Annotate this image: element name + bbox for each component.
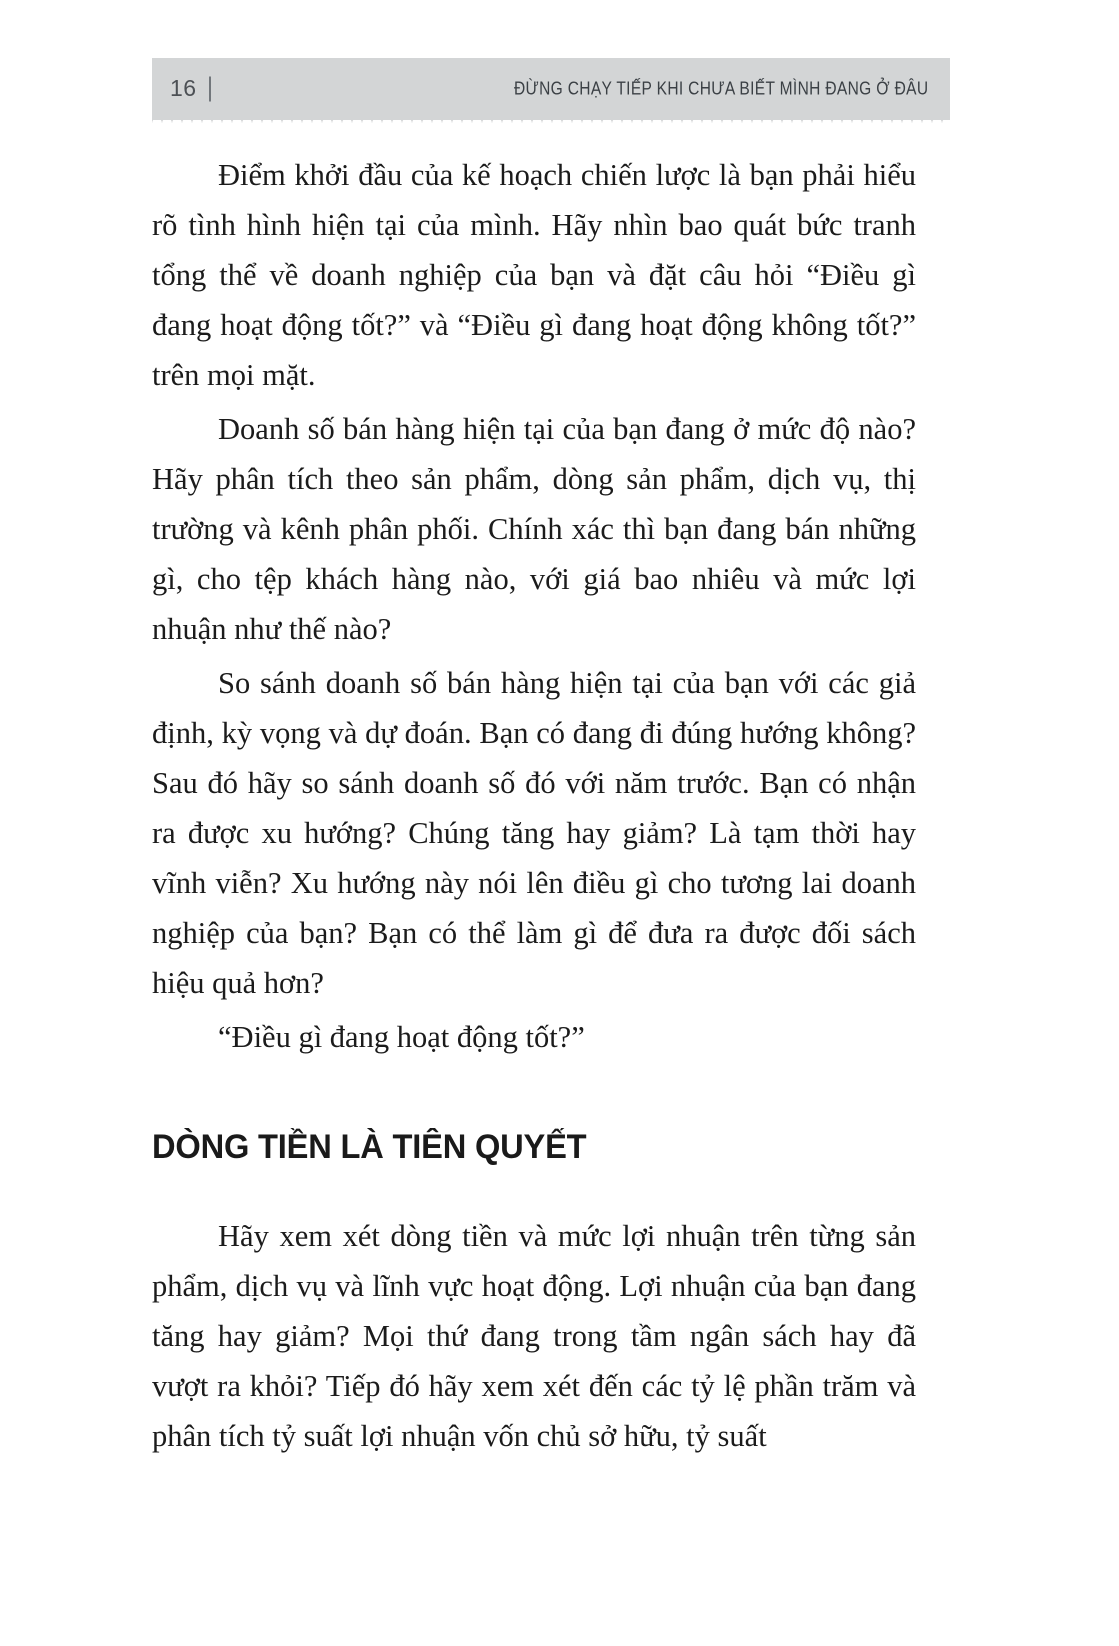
heading-bottom-spacer xyxy=(152,1167,916,1211)
heading-top-spacer xyxy=(152,1062,916,1128)
running-header-title: ĐỪNG CHẠY TIẾP KHI CHƯA BIẾT MÌNH ĐANG Ở ĐÂU xyxy=(513,77,928,99)
paragraph-2: Doanh số bán hàng hiện tại của bạn đang ở mức độ nào? Hãy phân tích theo sản phẩm, dòng sản phẩm, dịch vụ, thị trường và kênh phân phối. Chính xác thì bạn đang bán những gì, cho tệp khách hàng nào, với giá bao nhiêu và mức lợi nhuận như thế nào? xyxy=(152,412,916,646)
section-heading: DÒNG TIỀN LÀ TIÊN QUYẾT xyxy=(152,1128,587,1166)
quote-line: “Điều gì đang hoạt động tốt?” xyxy=(218,1020,585,1054)
page-number-divider xyxy=(209,77,211,102)
header-scalloped-edge xyxy=(152,113,950,123)
page-number: 16 xyxy=(170,74,197,101)
running-header-inner xyxy=(152,58,950,120)
paragraph-1: Điểm khởi đầu của kế hoạch chiến lược là bạn phải hiểu rõ tình hình hiện tại của mình. Hãy nhìn bao quát bức tranh tổng thể về doanh nghiệp của bạn và đặt câu hỏi “Điều gì đang hoạt động tốt?” và “Điều gì đang hoạt động không tốt?” trên mọi mặt. xyxy=(152,158,916,392)
page-content xyxy=(152,150,916,1461)
paragraph-4: Hãy xem xét dòng tiền và mức lợi nhuận trên từng sản phẩm, dịch vụ và lĩnh vực hoạt động. Lợi nhuận của bạn đang tăng hay giảm? Mọi thứ đang trong tầm ngân sách hay đã vượt ra khỏi? Tiếp đó hãy xem xét đến các tỷ lệ phần trăm và phân tích tỷ suất lợi nhuận vốn chủ sở hữu, tỷ suất xyxy=(152,1219,916,1453)
paragraph-3: So sánh doanh số bán hàng hiện tại của bạn với các giả định, kỳ vọng và dự đoán. Bạn có đang đi đúng hướng không? Sau đó hãy so sánh doanh số đó với năm trước. Bạn có nhận ra được xu hướng? Chúng tăng hay giảm? Là tạm thời hay vĩnh viễn? Xu hướng này nói lên điều gì cho tương lai doanh nghiệp của bạn? Bạn có thể làm gì để đưa ra được đối sách hiệu quả hơn? xyxy=(152,666,916,1000)
running-header-band xyxy=(152,58,950,120)
